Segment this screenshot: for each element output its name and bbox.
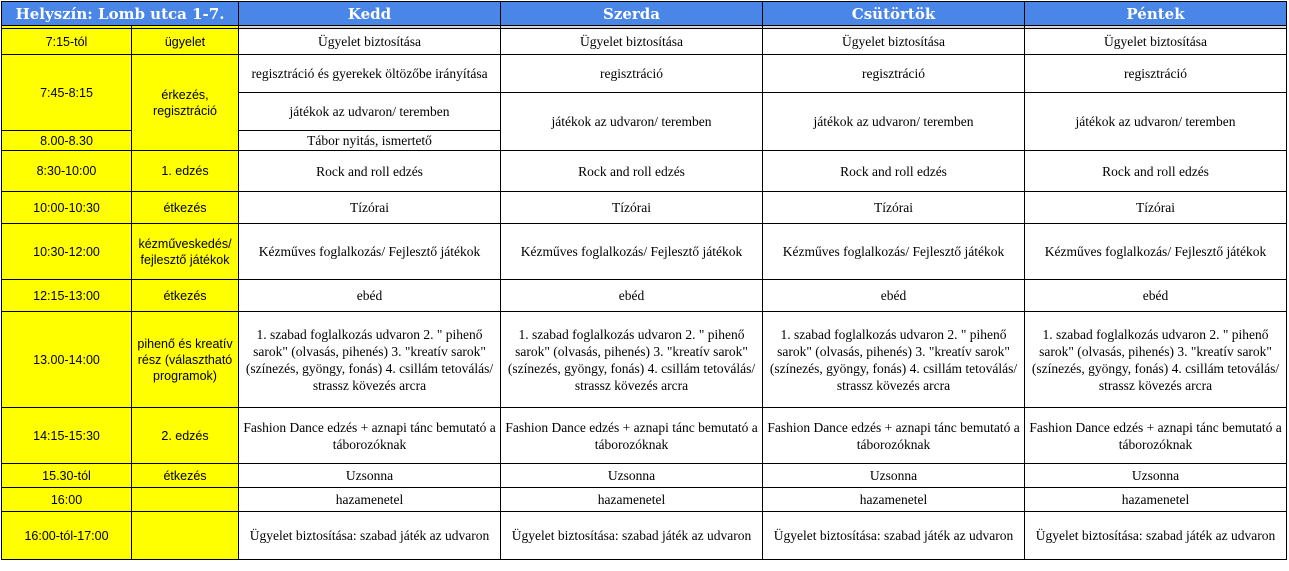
activity-cell: játékok az udvaron/ teremben bbox=[239, 93, 501, 131]
category-cell: pihenő és kreatív rész (választható programok) bbox=[132, 312, 239, 408]
activity-cell: Uzsonna bbox=[239, 464, 501, 488]
table-row bbox=[2, 192, 1287, 224]
time-cell: 10:00-10:30 bbox=[2, 192, 132, 224]
activity-cell: 1. szabad foglalkozás udvaron 2. " pihenő sarok" (olvasás, pihenés) 3. "kreatív sarok" (színezés, gyöngy, fonás) 4. csillám tetoválás/ strassz kövezés arcra bbox=[763, 312, 1025, 408]
activity-cell: Fashion Dance edzés + aznapi tánc bemutató a táborozóknak bbox=[1025, 408, 1287, 464]
category-cell: étkezés bbox=[132, 280, 239, 312]
activity-cell: Ügyelet biztosítása bbox=[1025, 29, 1287, 55]
activity-cell: Fashion Dance edzés + aznapi tánc bemutató a táborozóknak bbox=[239, 408, 501, 464]
activity-cell: játékok az udvaron/ teremben bbox=[501, 93, 763, 151]
activity-cell: Uzsonna bbox=[763, 464, 1025, 488]
activity-cell: Uzsonna bbox=[501, 464, 763, 488]
activity-cell: Rock and roll edzés bbox=[239, 151, 501, 192]
time-cell: 8.00-8.30 bbox=[2, 131, 132, 151]
category-cell bbox=[132, 488, 239, 512]
table-row bbox=[2, 488, 1287, 512]
activity-cell: ebéd bbox=[239, 280, 501, 312]
activity-cell: Ügyelet biztosítása: szabad játék az udvaron bbox=[1025, 512, 1287, 560]
activity-cell: 1. szabad foglalkozás udvaron 2. " pihenő sarok" (olvasás, pihenés) 3. "kreatív sarok" (színezés, gyöngy, fonás) 4. csillám tetoválás/ strassz kövezés arcra bbox=[501, 312, 763, 408]
activity-cell: Ügyelet biztosítása: szabad játék az udvaron bbox=[501, 512, 763, 560]
time-cell: 13.00-14:00 bbox=[2, 312, 132, 408]
activity-cell: hazamenetel bbox=[239, 488, 501, 512]
activity-cell: Fashion Dance edzés + aznapi tánc bemutató a táborozóknak bbox=[763, 408, 1025, 464]
category-cell: ügyelet bbox=[132, 29, 239, 55]
time-cell: 16:00 bbox=[2, 488, 132, 512]
table-row bbox=[2, 29, 1287, 55]
activity-cell: Ügyelet biztosítása: szabad játék az udvaron bbox=[239, 512, 501, 560]
activity-cell: Ügyelet biztosítása bbox=[239, 29, 501, 55]
activity-cell: Rock and roll edzés bbox=[763, 151, 1025, 192]
table-row bbox=[2, 408, 1287, 464]
category-cell: 2. edzés bbox=[132, 408, 239, 464]
activity-cell: Ügyelet biztosítása: szabad játék az udvaron bbox=[763, 512, 1025, 560]
day-header-szerda: Szerda bbox=[501, 2, 763, 26]
activity-cell: 1. szabad foglalkozás udvaron 2. " pihenő sarok" (olvasás, pihenés) 3. "kreatív sarok" (színezés, gyöngy, fonás) 4. csillám tetoválás/ strassz kövezés arcra bbox=[1025, 312, 1287, 408]
schedule-table bbox=[1, 1, 1287, 560]
time-cell: 15.30-tól bbox=[2, 464, 132, 488]
activity-cell: Kézműves foglalkozás/ Fejlesztő játékok bbox=[239, 224, 501, 280]
activity-cell: Fashion Dance edzés + aznapi tánc bemutató a táborozóknak bbox=[501, 408, 763, 464]
activity-cell: Kézműves foglalkozás/ Fejlesztő játékok bbox=[501, 224, 763, 280]
table-row bbox=[2, 464, 1287, 488]
category-cell: étkezés bbox=[132, 464, 239, 488]
time-cell: 8:30-10:00 bbox=[2, 151, 132, 192]
activity-cell: regisztráció bbox=[1025, 55, 1287, 93]
activity-cell: Ügyelet biztosítása bbox=[763, 29, 1025, 55]
activity-cell: Tízórai bbox=[501, 192, 763, 224]
activity-cell: regisztráció bbox=[501, 55, 763, 93]
table-row bbox=[2, 280, 1287, 312]
activity-cell: Tábor nyitás, ismertető bbox=[239, 131, 501, 151]
day-header-kedd: Kedd bbox=[239, 2, 501, 26]
activity-cell: Tízórai bbox=[1025, 192, 1287, 224]
category-cell: kézműveskedés/ fejlesztő játékok bbox=[132, 224, 239, 280]
activity-cell: Rock and roll edzés bbox=[501, 151, 763, 192]
location-header: Helyszín: Lomb utca 1-7. bbox=[2, 2, 239, 26]
table-row bbox=[2, 512, 1287, 560]
time-cell: 10:30-12:00 bbox=[2, 224, 132, 280]
activity-cell: hazamenetel bbox=[763, 488, 1025, 512]
time-cell: 14:15-15:30 bbox=[2, 408, 132, 464]
table-row bbox=[2, 312, 1287, 408]
time-cell: 7:45-8:15 bbox=[2, 55, 132, 131]
activity-cell: 1. szabad foglalkozás udvaron 2. " pihenő sarok" (olvasás, pihenés) 3. "kreatív sarok" (színezés, gyöngy, fonás) 4. csillám tetoválás/ strassz kövezés arcra bbox=[239, 312, 501, 408]
time-cell: 12:15-13:00 bbox=[2, 280, 132, 312]
activity-cell: Ügyelet biztosítása bbox=[501, 29, 763, 55]
activity-cell: hazamenetel bbox=[501, 488, 763, 512]
category-cell bbox=[132, 512, 239, 560]
activity-cell: Tízórai bbox=[763, 192, 1025, 224]
activity-cell: Uzsonna bbox=[1025, 464, 1287, 488]
activity-cell: játékok az udvaron/ teremben bbox=[1025, 93, 1287, 151]
table-row bbox=[2, 55, 1287, 93]
activity-cell: Kézműves foglalkozás/ Fejlesztő játékok bbox=[1025, 224, 1287, 280]
activity-cell: játékok az udvaron/ teremben bbox=[763, 93, 1025, 151]
activity-cell: hazamenetel bbox=[1025, 488, 1287, 512]
activity-cell: ebéd bbox=[763, 280, 1025, 312]
activity-cell: Kézműves foglalkozás/ Fejlesztő játékok bbox=[763, 224, 1025, 280]
activity-cell: Tízórai bbox=[239, 192, 501, 224]
activity-cell: Rock and roll edzés bbox=[1025, 151, 1287, 192]
time-cell: 16:00-tól-17:00 bbox=[2, 512, 132, 560]
header-row bbox=[2, 2, 1287, 26]
activity-cell: regisztráció és gyerekek öltözőbe irányítása bbox=[239, 55, 501, 93]
table-row bbox=[2, 151, 1287, 192]
activity-cell: ebéd bbox=[501, 280, 763, 312]
day-header-csutortok: Csütörtök bbox=[763, 2, 1025, 26]
category-cell: érkezés, regisztráció bbox=[132, 55, 239, 151]
day-header-pentek: Péntek bbox=[1025, 2, 1287, 26]
category-cell: 1. edzés bbox=[132, 151, 239, 192]
time-cell: 7:15-tól bbox=[2, 29, 132, 55]
category-cell: étkezés bbox=[132, 192, 239, 224]
activity-cell: ebéd bbox=[1025, 280, 1287, 312]
table-row bbox=[2, 224, 1287, 280]
activity-cell: regisztráció bbox=[763, 55, 1025, 93]
